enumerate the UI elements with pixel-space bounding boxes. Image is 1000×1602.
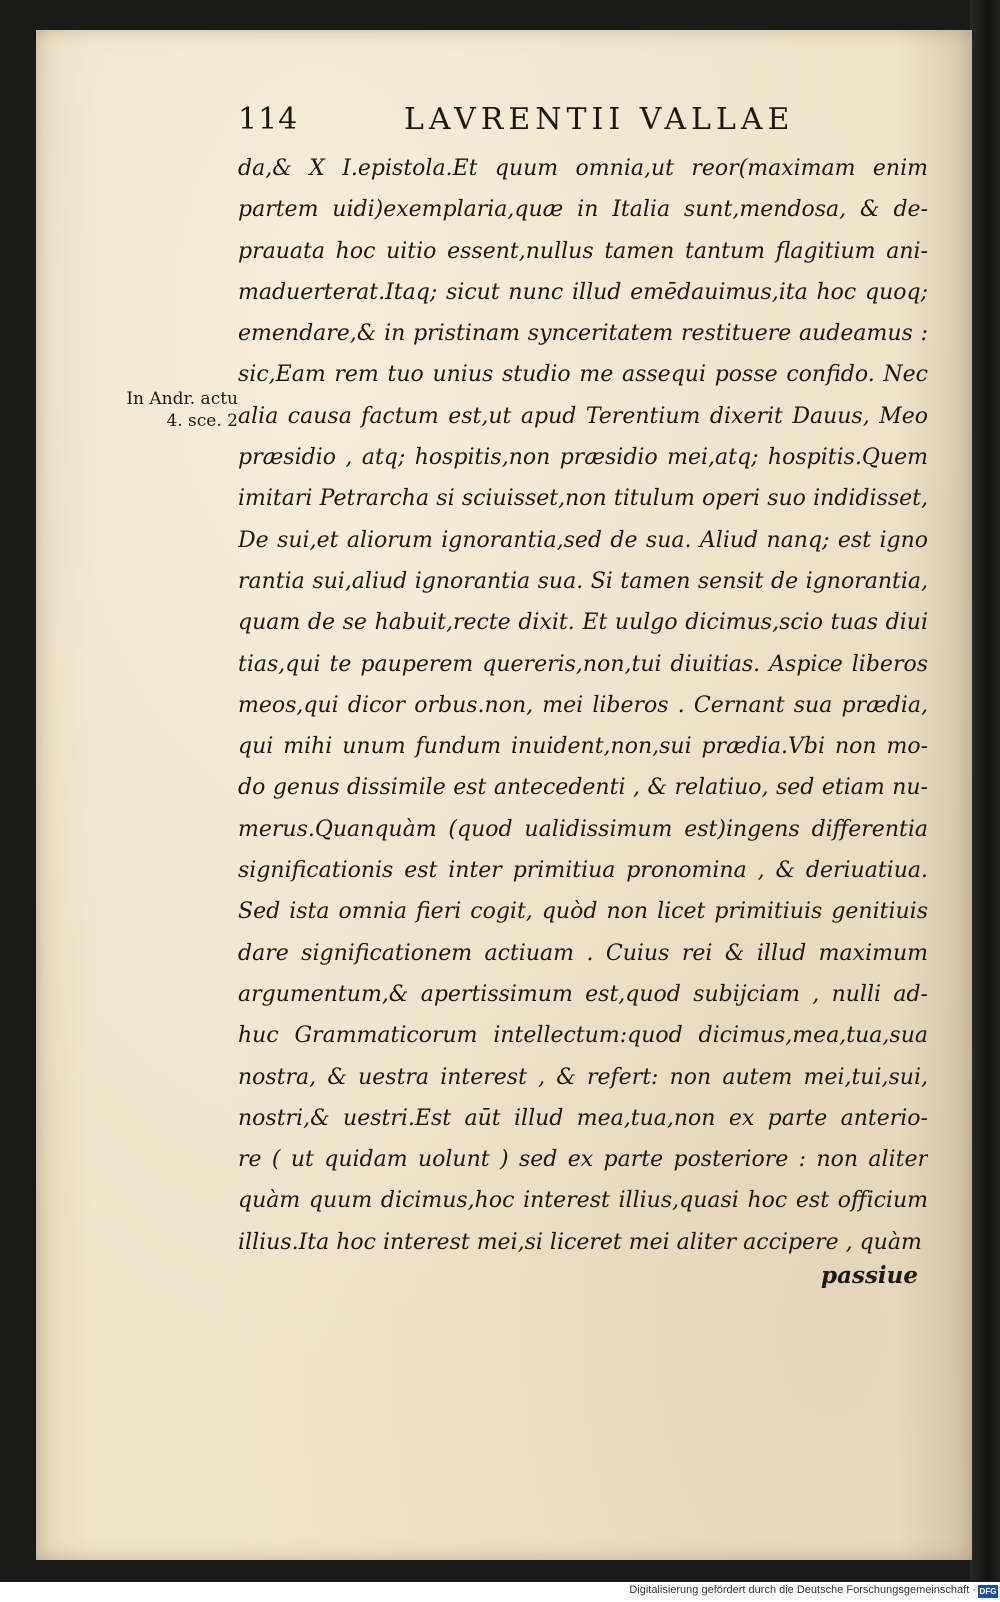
text-line: dare significationem actiuam . Cuius rei & illud maximum xyxy=(238,940,928,966)
text-line: alia causa factum est,ut apud Terentium dixerit Dauus, Meo xyxy=(238,403,928,429)
book-binding-edge xyxy=(970,0,1000,1580)
text-line: argumentum,& apertissimum est,quod subijciam , nulli ad- xyxy=(238,981,928,1007)
text-line: emendare,& in pristinam synceritatem restituere audeamus : xyxy=(238,321,928,347)
text-line: nostra, & uestra interest , & refert: non autem mei,tui,sui, xyxy=(238,1064,928,1090)
text-line: re ( ut quidam uolunt ) sed ex parte posteriore : non aliter xyxy=(238,1147,928,1173)
text-line: huc Grammaticorum intellectum:quod dicimus,mea,tua,sua xyxy=(238,1023,928,1049)
text-line: illius.Ita hoc interest mei,si liceret mei aliter accipere , quàm xyxy=(238,1229,922,1255)
text-line: sic,Eam rem tuo unius studio me assequi posse confido. Nec xyxy=(238,362,928,388)
margin-note-line: 4. sce. 2 xyxy=(166,411,238,431)
footer-bar xyxy=(0,1582,1000,1602)
dfg-logo-icon: DFG xyxy=(979,1587,997,1596)
page-number: 114 xyxy=(238,102,299,137)
text-line: rantia sui,aliud ignorantia sua. Si tamen sensit de ignorantia, xyxy=(238,568,928,594)
text-line: nostri,& uestri.Est aūt illud mea,tua,non ex parte anterio- xyxy=(238,1105,928,1131)
text-line: da,& X I.epistola.Et quum omnia,ut reor(maximam enim xyxy=(238,156,928,181)
running-head: LAVRENTII VALLAE xyxy=(404,102,795,137)
text-line: quàm quum dicimus,hoc interest illius,quasi hoc est officium xyxy=(238,1188,928,1214)
page-header xyxy=(36,102,972,142)
text-line: partem uidi)exemplaria,quæ in Italia sunt,mendosa, & de- xyxy=(238,197,928,223)
text-line: meos,qui dicor orbus.non, mei liberos . Cernant sua prædia, xyxy=(238,692,928,718)
text-line: quam de se habuit,recte dixit. Et uulgo dicimus,scio tuas diui xyxy=(238,610,928,636)
text-line: prauata hoc uitio essent,nullus tamen tantum flagitium ani- xyxy=(238,238,928,264)
text-line: tias,qui te pauperem quereris,non,tui diuitias. Aspice liberos xyxy=(238,651,928,677)
margin-note xyxy=(98,388,238,432)
text-line: merus.Quanquàm (quod ualidissimum est)ingens differentia xyxy=(238,816,928,842)
text-line: maduerterat.Itaq; sicut nunc illud emēdauimus,ita hoc quoq; xyxy=(238,279,928,305)
margin-note-line: In Andr. actu xyxy=(126,389,238,409)
text-line: imitari Petrarcha si sciuisset,non titulum operi suo indidisset, xyxy=(238,486,928,512)
text-line: De sui,et aliorum ignorantia,sed de sua. Aliud nanq; est igno xyxy=(238,527,928,553)
text-line: præsidio , atq; hospitis,non præsidio mei,atq; hospitis.Quem xyxy=(238,445,928,471)
text-line: qui mihi unum fundum inuident,non,sui prædia.Vbi non mo- xyxy=(238,734,928,760)
text-line: Sed ista omnia fieri cogit, quòd non licet primitiuis genitiuis xyxy=(238,899,928,925)
text-line: do genus dissimile est antecedenti , & relatiuo, sed etiam nu- xyxy=(238,775,928,801)
text-line: significationis est inter primitiua pronomina , & deriuatiua. xyxy=(238,858,928,884)
catchword: passiue xyxy=(821,1262,918,1289)
book-page xyxy=(36,30,972,1560)
body-text xyxy=(238,148,928,1263)
funding-credit: Digitalisierung gefördert durch die Deutsche Forschungsgemeinschaft · xyxy=(629,1584,976,1596)
